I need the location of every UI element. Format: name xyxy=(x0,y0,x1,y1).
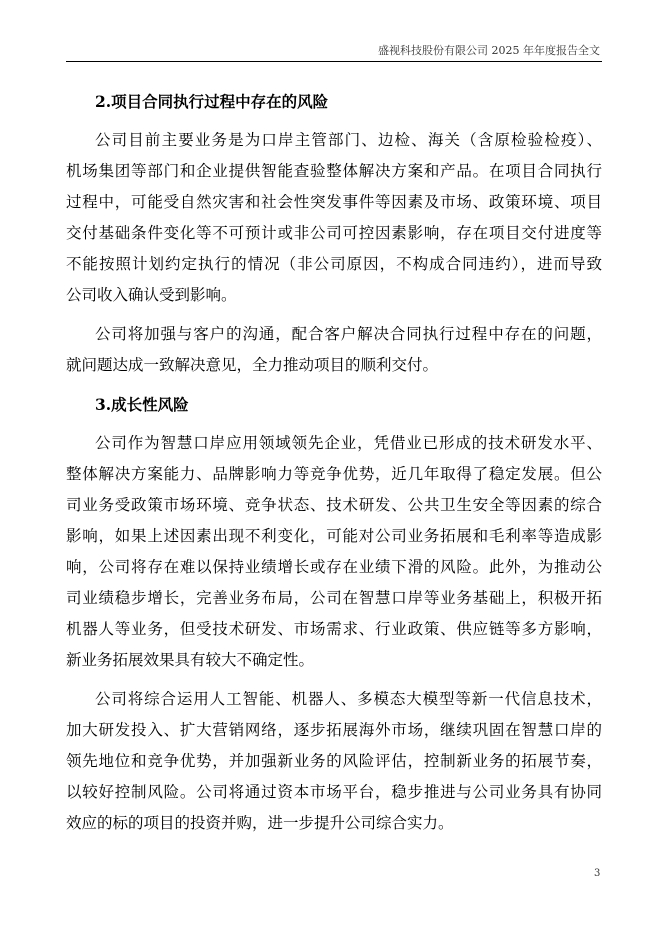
paragraph xyxy=(66,428,602,676)
paragraph-line: 效应的标的项目的投资并购，进一步提升公司综合实力。 xyxy=(66,814,454,832)
paragraph-line: 机场集团等部门和企业提供智能查验整体解决方案和产品。在项目合同执行 xyxy=(66,162,602,180)
paragraph-line: 以较好控制风险。公司将通过资本市场平台，稳步推进与公司业务具有协同 xyxy=(66,783,602,801)
paragraph-line: 公司目前主要业务是为口岸主管部门、边检、海关（含原检验检疫）、 xyxy=(95,131,602,149)
paragraph-line: 公司收入确认受到影响。 xyxy=(66,286,237,304)
paragraph-line: 整体解决方案能力、品牌影响力等竞争优势，近几年取得了稳定发展。但公 xyxy=(66,465,602,483)
paragraph-line: 公司将加强与客户的沟通，配合客户解决合同执行过程中存在的问题， xyxy=(95,325,602,343)
paragraph-line: 不能按照计划约定执行的情况（非公司原因，不构成合同违约），进而导致 xyxy=(66,255,602,273)
header-rule xyxy=(66,61,602,62)
paragraph-line: 响，公司将存在难以保持业绩增长或存在业绩下滑的风险。此外，为推动公 xyxy=(66,558,602,576)
document-body xyxy=(66,86,602,847)
paragraph-line: 机器人等业务，但受技术研发、市场需求、行业政策、供应链等多方影响， xyxy=(66,620,602,638)
paragraph xyxy=(66,684,602,839)
paragraph-line: 交付基础条件变化等不可预计或非公司可控因素影响，存在项目交付进度等 xyxy=(66,224,602,242)
document-header-title: 盛视科技股份有限公司 2025 年年度报告全文 xyxy=(378,44,600,57)
paragraph-line: 新业务拓展效果具有较大不确定性。 xyxy=(66,651,315,669)
paragraph-line: 公司作为智慧口岸应用领域领先企业，凭借业已形成的技术研发水平、 xyxy=(95,434,602,452)
paragraph-line: 影响，如果上述因素出现不利变化，可能对公司业务拓展和毛利率等造成影 xyxy=(66,527,602,545)
section-heading: 2.项目合同执行过程中存在的风险 xyxy=(95,92,329,111)
paragraph-line: 司业务受政策市场环境、竞争状态、技术研发、公共卫生安全等因素的综合 xyxy=(66,496,602,514)
paragraph-line: 司业绩稳步增长，完善业务布局，公司在智慧口岸等业务基础上，积极开拓 xyxy=(66,589,602,607)
paragraph-line: 就问题达成一致解决意见，全力推动项目的顺利交付。 xyxy=(66,356,439,374)
paragraph xyxy=(66,319,602,381)
paragraph-line: 公司将综合运用人工智能、机器人、多模态大模型等新一代信息技术， xyxy=(95,690,602,708)
paragraph-line: 加大研发投入、扩大营销网络，逐步拓展海外市场，继续巩固在智慧口岸的 xyxy=(66,721,602,739)
paragraph-line: 过程中，可能受自然灾害和社会性突发事件等因素及市场、政策环境、项目 xyxy=(66,193,602,211)
page-number: 3 xyxy=(594,868,601,879)
section-heading: 3.成长性风险 xyxy=(95,395,189,414)
paragraph-line: 领先地位和竞争优势，并加强新业务的风险评估，控制新业务的拓展节奏， xyxy=(66,752,602,770)
paragraph xyxy=(66,125,602,311)
